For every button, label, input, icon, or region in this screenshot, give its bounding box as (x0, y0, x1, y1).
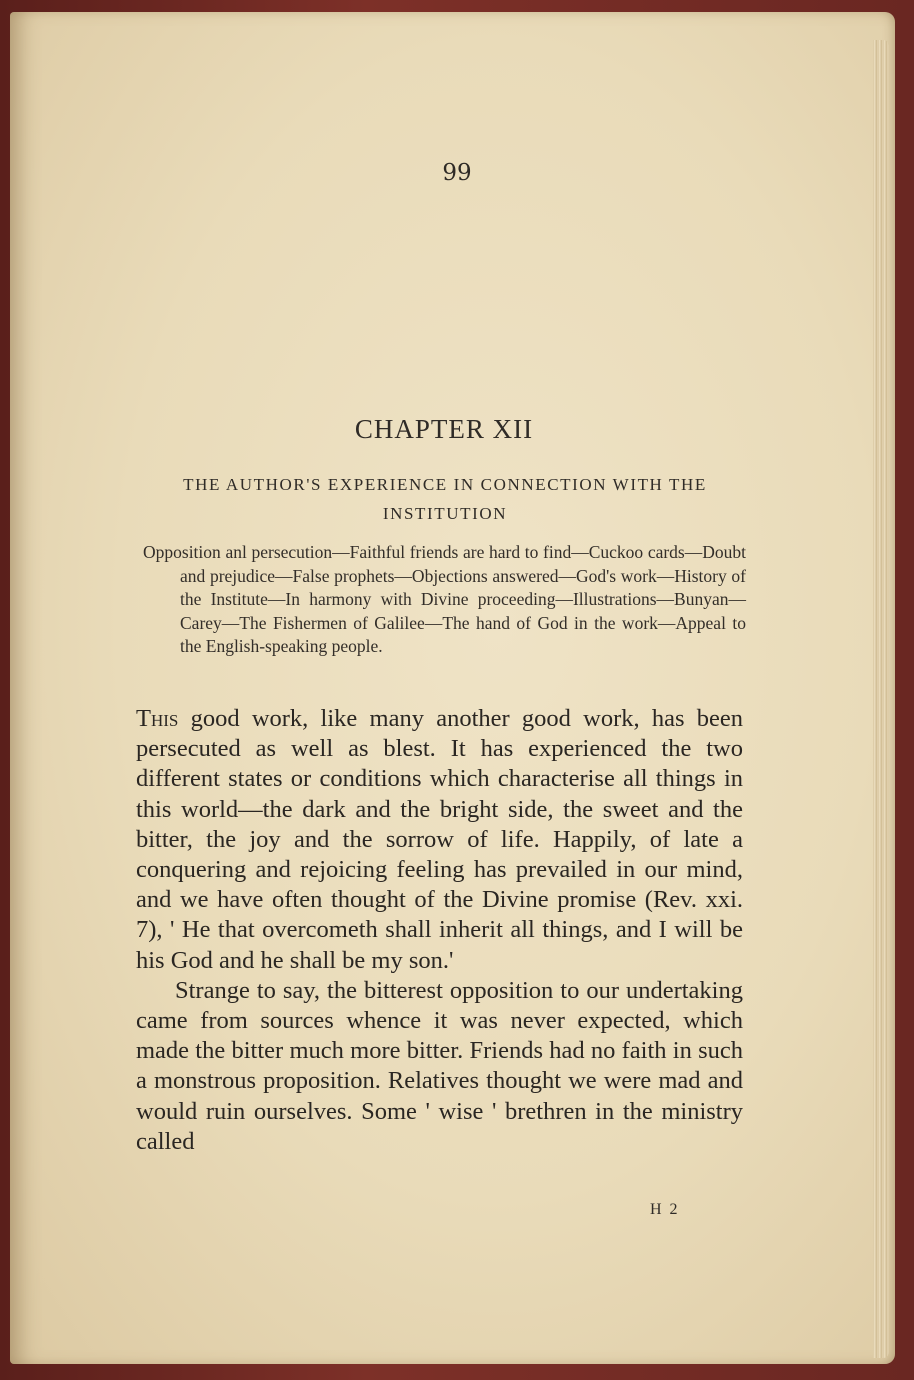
page-fore-edge (873, 40, 889, 1358)
page-number: 99 (442, 160, 472, 186)
chapter-synopsis: Opposition anl persecution—Faithful friends are hard to find—Cuckoo cards—Doubt and prejudice—False prophets—Objections answered—God's work—History of the Institute—In harmony with Divine proceeding—Illustrations—Bunyan—Carey—The Fishermen of Galilee—The hand of God in the work—Appeal to the English-speaking people. (143, 542, 746, 657)
signature-mark: H 2 (650, 1201, 680, 1218)
body-paragraph: Strange to say, the bitterest opposition to our undertaking came from sources whence it was never expected, which made the bitter much more bitter. Friends had no faith in such a monstrous proposition. Relatives thought we were mad and would ruin ourselves. Some ' wise ' brethren in the ministry called (136, 976, 743, 1155)
body-text (136, 704, 743, 1157)
book-page (10, 12, 895, 1364)
chapter-title: CHAPTER XII (354, 414, 534, 444)
chapter-subtitle: THE AUTHOR'S EXPERIENCE IN CONNECTION WITH THE INSTITUTION (183, 475, 707, 523)
paragraph-text: good work, like many another good work, has been persecuted as well as blest. It has experienced the two different states or conditions which characterise all things in this world—the dark and the bright side, the sweet and the bitter, the joy and the sorrow of life. Happily, of late a conquering and rejoicing feeling has prevailed in our mind, and we have often thought of the Divine promise (Rev. xxi. 7), ' He that overcometh shall inherit all things, and I will be his God and he shall be my son.' (136, 705, 743, 974)
body-paragraph (136, 704, 743, 976)
paragraph-lead-word: This (136, 705, 179, 732)
